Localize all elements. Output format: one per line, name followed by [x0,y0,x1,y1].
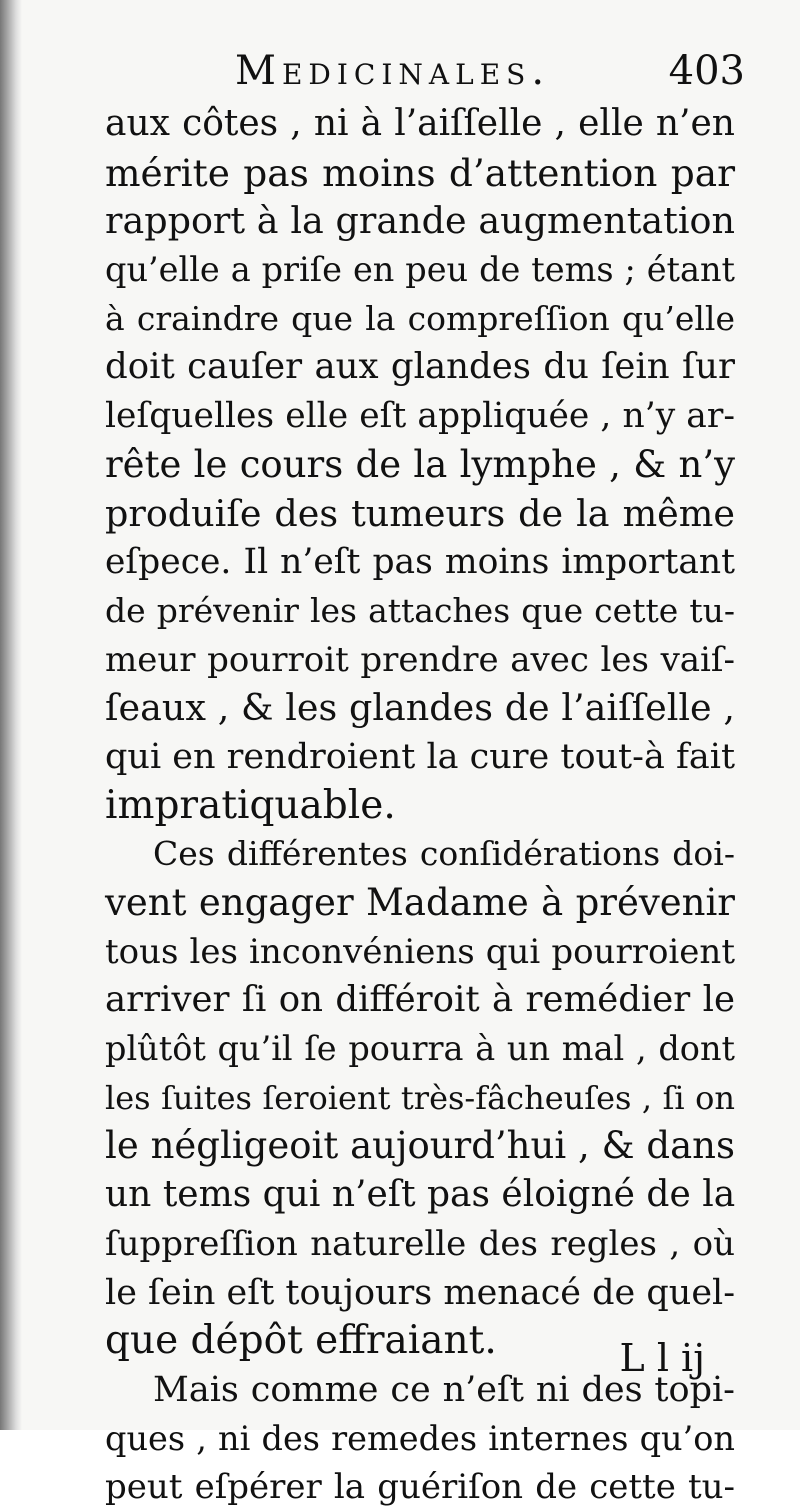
text-line: rête le cours de la lymphe , & n’y [105,442,735,486]
text-line: que dépôt effraiant. [105,1318,497,1364]
text-line: ques , ni des remedes internes qu’on [105,1418,735,1458]
text-line: qui en rendroient la cure tout-à fait [105,736,736,777]
text-line: vent engager Madame à prévenir [105,881,735,924]
text-line: leſquelles elle eſt appliquée , n’y ar- [105,396,735,437]
paragraph-first-line: Mais comme ce n’eſt ni des topi- [153,1369,735,1410]
text-line: rapport à la grande augmentation [105,199,735,243]
paragraph-first-line: Ces différentes conſidérations doi- [153,834,735,874]
running-head: Medicinales. [235,48,551,94]
page-number: 403 [668,48,745,94]
text-line: plûtôt qu’il ſe pourra à un mal , dont [105,1029,735,1069]
text-line: peut eſpérer la guériſon de cette tu- [105,1467,735,1508]
page-gutter-shadow [0,0,22,1430]
text-line: arriver ſi on différoit à remédier le [105,979,735,1021]
text-line: ſeaux , & les glandes de l’aiſſelle , [105,686,735,730]
text-line: de prévenir les attaches que cette tu- [105,590,735,630]
signature-mark: L l ij [619,1336,705,1380]
text-line: les ſuites ſeroient très-fâcheuſes , ſi on [105,1078,735,1117]
text-line: le négligeoit aujourd’hui , & dans [105,1124,735,1168]
text-line: mérite pas moins d’attention par [105,150,735,195]
text-line: produiſe des tumeurs de la même [105,491,735,535]
text-line: le ſein eſt toujours menacé de quel- [105,1272,736,1313]
body-text [105,100,735,1512]
page-header [105,48,745,108]
text-line: impratiquable. [105,782,396,828]
text-line: un tems qui n’eſt pas éloigné de la [105,1174,736,1216]
text-line: qu’elle a priſe en peu de tems ; étant [105,250,735,290]
text-line: à craindre que la compreſſion qu’elle [105,298,735,338]
text-line: eſpece. Il n’eſt pas moins important [105,542,735,583]
text-line: meur pourroit prendre avec les vaiſ- [105,639,735,680]
text-line: doit cauſer aux glandes du ſein ſur [105,346,735,388]
text-line: tous les inconvéniens qui pourroient [105,931,735,972]
text-line: aux côtes , ni à l’aiſſelle , elle n’en [105,103,735,144]
text-line: ſuppreſſion naturelle des regles , où [105,1223,735,1264]
